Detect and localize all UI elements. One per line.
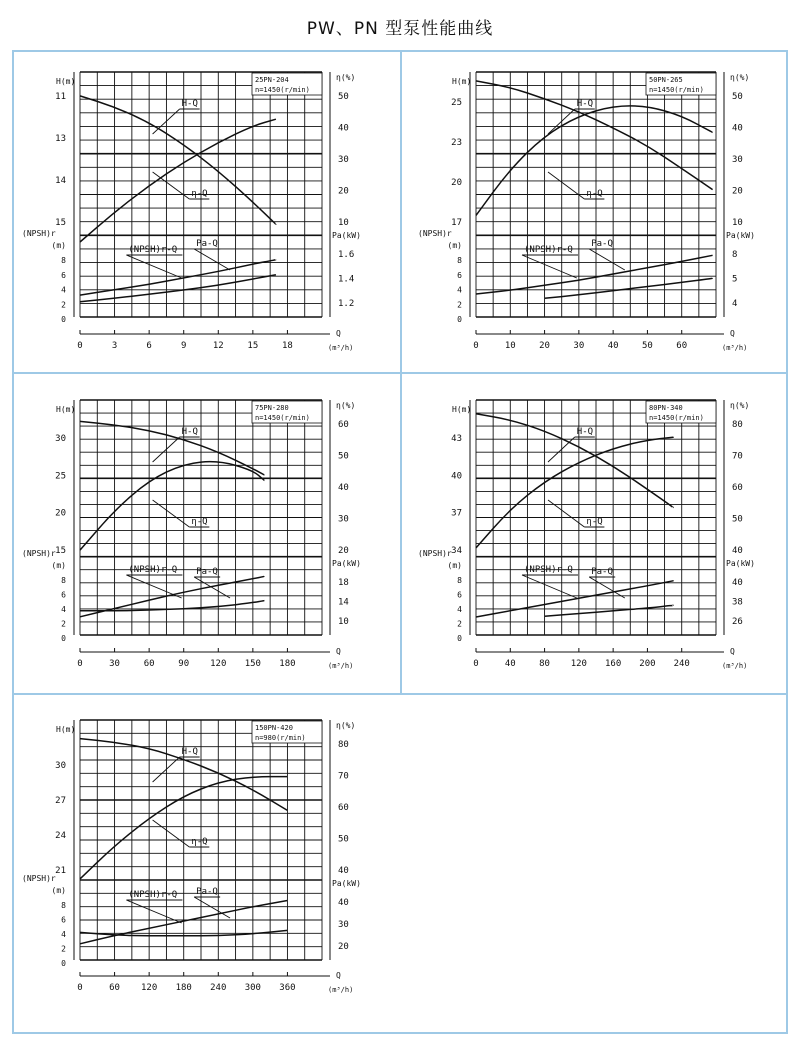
h-axis-tick: 20 [451,178,462,188]
eff-axis-tick: 60 [338,420,349,430]
eff-axis-tick: 30 [732,155,743,165]
model-name: 80PN-340 [649,404,683,412]
h-axis-tick: 43 [451,434,462,444]
x-axis-tick: 6 [146,341,152,351]
x-axis-label: Q [730,329,735,338]
x-axis-tick: 0 [473,659,479,669]
h-axis-tick: 15 [55,546,66,556]
model-name: 25PN-204 [255,76,289,84]
series-line-h [476,81,713,190]
x-axis-tick: 360 [279,983,296,993]
h-axis-tick: 17 [451,218,462,228]
eff-axis-tick: 10 [732,218,743,228]
x-axis-tick: 120 [141,983,158,993]
h-axis-label: H(m) [56,77,76,86]
label-nq: (NPSH)r-Q [128,890,178,900]
label-nq-leader [126,575,181,598]
x-axis-tick: 30 [573,341,585,351]
column-divider [400,50,402,695]
label-pq: Pa-Q [196,239,218,249]
x-axis-tick: 15 [247,341,259,351]
h-axis-tick: 23 [451,138,462,148]
eff-axis-tick: 70 [732,451,743,462]
npsh-axis-label: (NPSH)r [22,874,56,883]
x-axis-tick: 180 [175,983,192,993]
x-axis-tick: 10 [504,341,516,351]
npsh-axis-tick: 6 [457,270,462,280]
x-axis-tick: 90 [178,659,190,669]
pa-axis-tick: 5 [732,274,738,285]
series-line-eff [476,437,673,548]
x-axis-tick: 60 [109,983,120,993]
npsh-axis-tick: 8 [61,901,66,910]
npsh-axis-tick: 2 [61,300,66,310]
model-speed: n=1450(r/min) [649,414,704,422]
label-nq-leader [126,255,181,278]
h-axis-tick: 30 [55,434,66,444]
label-nq: (NPSH)r-Q [128,245,178,255]
h-axis-tick: 11 [55,92,66,102]
chart-150pn-420 [20,710,390,1010]
label-nq: (NPSH)r-Q [524,565,573,575]
npsh-axis-unit: (m) [51,886,66,895]
npsh-axis-tick: 8 [457,576,462,585]
series-line-pa [476,581,673,617]
pa-axis-tick: 8 [732,250,738,260]
eff-axis-tick: 50 [338,451,349,462]
npsh-axis-tick: 0 [457,634,462,643]
model-speed: n=1450(r/min) [649,86,704,94]
label-pq-leader [589,249,625,270]
label-pq: Pa-Q [196,887,218,897]
eff-axis-label: η(%) [730,73,750,82]
pa-axis-label: Pa(kW) [332,559,361,568]
eff-axis-label: η(%) [336,721,356,730]
eff-axis-tick: 10 [338,218,349,228]
eff-axis-tick: 50 [732,92,743,102]
h-axis-tick: 37 [451,508,462,519]
pa-axis-tick: 1.6 [338,250,355,260]
model-speed: n=1450(r/min) [255,414,310,422]
x-axis-tick: 0 [77,983,83,993]
h-axis-tick: 14 [55,176,66,186]
label-hq: H-Q [576,427,594,437]
npsh-axis-tick: 4 [457,605,462,614]
npsh-axis-tick: 6 [61,590,66,600]
label-eq: η-Q [191,189,208,199]
npsh-axis-tick: 0 [61,315,66,324]
pa-axis-label: Pa(kW) [726,559,755,568]
pa-axis-tick: 14 [338,597,349,608]
pa-axis-tick: 30 [338,920,349,930]
npsh-axis-tick: 2 [61,944,66,954]
x-axis-tick: 40 [504,659,516,669]
x-axis-tick: 40 [607,341,619,351]
x-axis-tick: 50 [642,341,653,351]
npsh-axis-unit: (m) [51,561,66,570]
h-axis-label: H(m) [452,77,472,86]
eff-axis-label: η(%) [336,401,356,410]
x-axis-tick: 12 [212,341,224,351]
npsh-axis-unit: (m) [447,561,462,570]
label-eq: η-Q [586,189,603,199]
pa-axis-tick: 18 [338,578,349,588]
h-axis-label: H(m) [452,405,472,414]
npsh-axis-tick: 4 [61,285,66,295]
label-hq: H-Q [181,427,198,437]
x-axis-unit: (m³/h) [722,344,748,352]
eff-axis-tick: 30 [338,155,349,165]
npsh-axis-unit: (m) [51,241,66,250]
eff-axis-tick: 60 [732,483,743,493]
eff-axis-tick: 30 [338,514,349,525]
npsh-axis-tick: 8 [61,576,66,585]
x-axis-tick: 180 [279,659,296,669]
label-nq-leader [126,900,181,923]
x-axis-tick: 9 [181,341,187,351]
pa-axis-label: Pa(kW) [332,879,361,888]
label-eq: η-Q [191,837,208,847]
npsh-axis-tick: 0 [61,634,66,643]
h-axis-tick: 34 [451,546,462,556]
npsh-axis-tick: 6 [61,270,66,280]
eff-axis-tick: 80 [732,420,743,430]
model-name: 50PN-265 [649,76,683,84]
eff-axis-label: η(%) [730,401,750,410]
pa-axis-label: Pa(kW) [726,231,755,240]
label-pq: Pa-Q [591,567,613,577]
x-axis-label: Q [336,647,341,656]
label-nq-leader [522,575,577,598]
h-axis-tick: 20 [55,508,66,519]
x-axis-tick: 150 [244,659,261,669]
npsh-axis-tick: 0 [61,959,66,968]
x-axis-unit: (m³/h) [328,986,354,994]
x-axis-tick: 30 [109,659,120,669]
eff-axis-tick: 20 [338,546,349,556]
label-pq-leader [194,577,230,598]
npsh-axis-tick: 2 [457,619,462,629]
x-axis-tick: 0 [473,341,479,351]
series-line-h [476,414,673,508]
series-line-h [80,421,264,475]
label-nq-leader [522,255,577,278]
npsh-axis-label: (NPSH)r [418,229,452,238]
eff-axis-tick: 40 [338,483,349,493]
npsh-axis-tick: 8 [61,256,66,265]
npsh-axis-unit: (m) [447,241,462,250]
label-nq: (NPSH)r-Q [128,565,178,575]
x-axis-label: Q [336,329,341,338]
eff-axis-tick: 20 [732,186,743,197]
eff-axis-tick: 60 [338,803,349,813]
pa-axis-tick: 38 [732,597,743,608]
model-name: 150PN-420 [255,724,293,732]
eff-axis-tick: 40 [732,123,743,134]
eff-axis-tick: 40 [338,866,349,876]
npsh-axis-tick: 4 [457,285,462,295]
eff-axis-tick: 70 [338,771,349,782]
h-axis-tick: 30 [55,761,66,771]
x-axis-tick: 160 [605,659,622,669]
label-pq: Pa-Q [196,567,218,577]
h-axis-tick: 21 [55,866,66,876]
label-nq: (NPSH)r-Q [524,245,573,255]
page-title: PW、PN 型泵性能曲线 [306,19,494,39]
x-axis-tick: 80 [539,659,550,669]
npsh-axis-tick: 2 [61,619,66,629]
eff-axis-tick: 40 [732,546,743,556]
npsh-axis-tick: 4 [61,605,66,614]
x-axis-tick: 60 [143,659,155,669]
x-axis-label: Q [730,647,735,656]
x-axis-tick: 18 [282,341,293,351]
h-axis-tick: 13 [55,134,66,144]
x-axis-tick: 3 [111,341,118,351]
pa-axis-tick: 20 [338,942,349,952]
npsh-axis-label: (NPSH)r [22,229,56,238]
x-axis-tick: 120 [210,659,227,669]
label-pq-leader [194,249,230,270]
x-axis-tick: 120 [570,659,587,669]
h-axis-tick: 27 [55,796,66,806]
pa-axis-tick: 10 [338,617,349,627]
eff-axis-label: η(%) [336,73,356,82]
x-axis-unit: (m³/h) [328,662,354,670]
label-eq: η-Q [191,517,208,527]
series-line-npsh [545,605,674,616]
x-axis-unit: (m³/h) [328,344,354,352]
x-axis-unit: (m³/h) [722,662,748,670]
series-line-h [80,96,276,224]
eff-axis-tick: 80 [338,740,349,750]
chart-75pn-280 [20,390,390,685]
x-axis-tick: 60 [676,341,688,351]
pa-axis-tick: 4 [732,299,738,309]
npsh-axis-tick: 6 [61,915,66,925]
label-eq: η-Q [586,517,603,527]
series-line-eff [80,462,264,550]
npsh-axis-tick: 0 [457,315,462,324]
h-axis-label: H(m) [56,725,76,734]
x-axis-tick: 0 [77,341,83,351]
h-axis-tick: 24 [55,831,66,841]
eff-axis-tick: 20 [338,186,349,197]
label-hq: H-Q [576,99,594,109]
x-axis-tick: 200 [639,659,656,669]
x-axis-tick: 300 [244,983,261,993]
chart-80pn-340 [420,390,780,685]
model-name: 75PN-280 [255,404,289,412]
npsh-axis-label: (NPSH)r [22,549,56,558]
model-speed: n=1450(r/min) [255,86,310,94]
h-axis-label: H(m) [56,405,76,414]
h-axis-tick: 15 [55,218,66,228]
pa-axis-tick: 1.4 [338,274,355,285]
x-axis-tick: 20 [539,341,550,351]
npsh-axis-tick: 2 [457,300,462,310]
pa-axis-tick: 26 [732,617,743,627]
eff-axis-tick: 50 [732,514,743,525]
label-hq: H-Q [181,99,198,109]
h-axis-tick: 25 [451,98,462,108]
eff-axis-tick: 50 [338,834,349,845]
label-hq: H-Q [181,747,198,757]
pa-axis-tick: 40 [338,898,349,908]
x-axis-tick: 240 [673,659,690,669]
x-axis-tick: 240 [210,983,227,993]
label-pq: Pa-Q [591,239,613,249]
x-axis-label: Q [336,971,341,980]
npsh-axis-label: (NPSH)r [418,549,452,558]
h-axis-tick: 40 [451,471,462,482]
series-line-pa [476,255,713,294]
model-speed: n=980(r/min) [255,734,306,742]
npsh-axis-tick: 6 [457,590,462,600]
h-axis-tick: 25 [55,471,66,482]
pa-axis-label: Pa(kW) [332,231,361,240]
npsh-axis-tick: 8 [457,256,462,265]
eff-axis-tick: 50 [338,92,349,102]
chart-25pn-204 [20,60,390,365]
x-axis-tick: 0 [77,659,83,669]
npsh-axis-tick: 4 [61,930,66,939]
pa-axis-tick: 1.2 [338,299,355,309]
chart-50pn-265 [420,60,780,365]
eff-axis-tick: 40 [338,123,349,134]
pa-axis-tick: 40 [732,578,743,588]
